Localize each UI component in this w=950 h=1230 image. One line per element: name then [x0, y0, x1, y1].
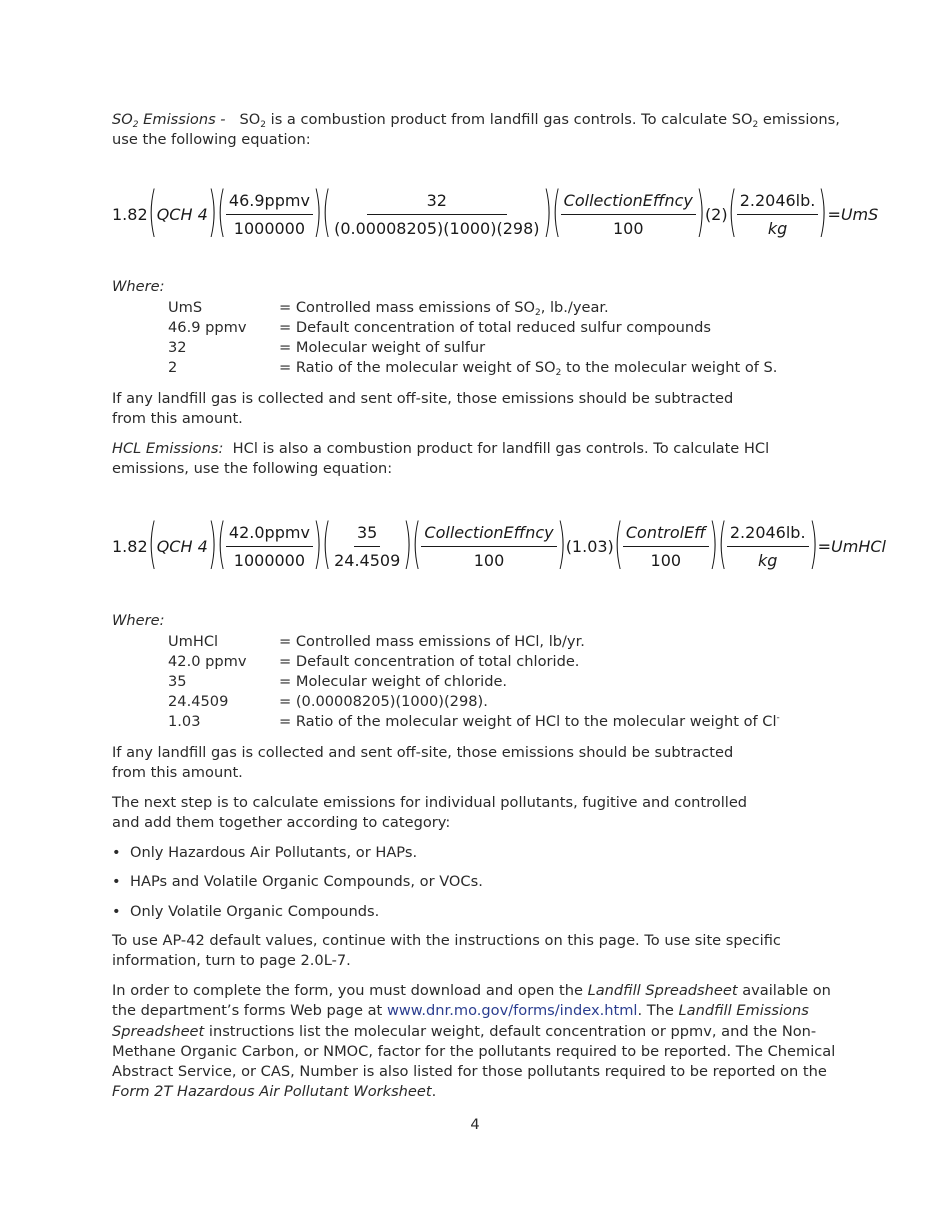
- hcl-where-row: 24.4509 = (0.00008205)(1000)(298).: [168, 693, 488, 710]
- hcl-where-label: Where:: [112, 612, 165, 629]
- so2-fraction-concentration: $\frac{\text{46.9ppmv}}{1000000}$: [226, 191, 313, 238]
- so2-fraction-molecular: $\frac{32}{(0.00008205)(1000)(298)}$: [334, 190, 540, 238]
- hcl-fraction-concentration: $\frac{\text{42.0ppmv}}{1000000}$: [226, 523, 313, 570]
- list-item: • Only Hazardous Air Pollutants, or HAPs.: [112, 844, 418, 861]
- hcl-where-row: UmHCl = Controlled mass emissions of HCl, lb/yr.: [168, 633, 585, 650]
- hcl-fraction-collection: $\frac{\text{CollectionEffncy}}{100}$: [421, 523, 556, 570]
- so2-where-row: 32 = Molecular weight of sulfur: [168, 339, 486, 356]
- hcl-where-row: 42.0 ppmv = Default concentration of total chloride.: [168, 653, 580, 670]
- ap42-paragraph: To use AP-42 default values, continue with the instructions on this page. To use site specific information, turn to page 2.0L-7.: [112, 932, 781, 970]
- hcl-fraction-control: $\frac{\text{ControlEff}}{100}$: [623, 523, 709, 570]
- hcl-where-row: 1.03 = Ratio of the molecular weight of HCl to the molecular weight of Cl-: [168, 713, 780, 730]
- hcl-offsite-note: If any landfill gas is collected and sent off-site, those emissions should be subtracted from this amount.: [112, 744, 734, 782]
- so2-fraction-conversion: $\frac{2.2046lb.}{kg}$: [737, 191, 819, 238]
- hcl-where-row: 35 = Molecular weight of chloride.: [168, 673, 508, 690]
- hcl-intro: HCL Emissions: HCl is also a combustion product for landfill gas controls. To calculate HCl emissions, use the following equation:: [112, 440, 770, 478]
- forms-link[interactable]: www.dnr.mo.gov/forms/index.html: [386, 1002, 638, 1020]
- so2-fraction-collection: $\frac{\text{CollectionEffncy}}{100}$: [561, 191, 696, 238]
- so2-intro: $SO_2$ Emissions - $SO_2$ is a combustion product from landfill gas controls. To calculate $SO_2$ emissions, use the following equation:: [112, 111, 840, 149]
- so2-equation: 1.82 ( QCH 4 ) ( $\frac{\text{46.9ppmv}}{1000000}$ ) ( $\frac{32}{(0.00008205)(1000)(298)}$ ) ( $\frac{\text{CollectionEffncy}}{100}$ ) (2) ( $\frac{2.2046lb.}{kg}$ ) =UmS: [112, 180, 879, 243]
- so2-where-row: 46.9 ppmv = Default concentration of total reduced sulfur compounds: [168, 319, 711, 336]
- page-number: 4: [470, 1116, 480, 1133]
- hcl-fraction-conversion: $\frac{2.2046lb.}{kg}$: [727, 523, 809, 570]
- list-item: • HAPs and Volatile Organic Compounds, or VOCs.: [112, 873, 483, 890]
- spreadsheet-paragraph: In order to complete the form, you must download and open the Landfill Spreadsheet available on the department’s forms Web page at www.dnr.mo.gov/forms/index.html. The Landfill Emissions Spreadsheet instructions list the molecular weight, default concentration or ppmv, and the Non-Methane Organic Carbon, or NMOC, factor for the pollutants required to be reported. The Chemical Abstract Service, or CAS, Number is also listed for those pollutants required to be reported on the Form 2T Hazardous Air Pollutant Worksheet.: [112, 982, 836, 1101]
- so2-heading: $SO_2$ Emissions -: [112, 111, 226, 130]
- so2-where-row: UmS = Controlled mass emissions of $SO_2$, lb./year.: [168, 299, 609, 318]
- so2-where-label: Where:: [112, 278, 165, 295]
- hcl-heading: HCL Emissions:: [112, 440, 224, 457]
- hcl-fraction-molecular: $\frac{35}{24.4509}$: [334, 522, 401, 570]
- list-item: • Only Volatile Organic Compounds.: [112, 903, 380, 920]
- so2-where-row: 2 = Ratio of the molecular weight of $SO_2$ to the molecular weight of S.: [168, 359, 778, 378]
- hcl-equation: 1.82 ( QCH 4 ) ( $\frac{\text{42.0ppmv}}{1000000}$ ) ( $\frac{35}{24.4509}$ ) ( $\frac{\text{CollectionEffncy}}{100}$ ) (1.03) ( $\frac{\text{ControlEff}}{100}$ ) ( $\frac{2.2046lb.}{kg}$ ) =UmHCl: [112, 512, 886, 575]
- next-step-paragraph: The next step is to calculate emissions for individual pollutants, fugitive and controlled and add them together according to category:: [112, 794, 748, 832]
- so2-offsite-note: If any landfill gas is collected and sent off-site, those emissions should be subtracted from this amount.: [112, 390, 734, 428]
